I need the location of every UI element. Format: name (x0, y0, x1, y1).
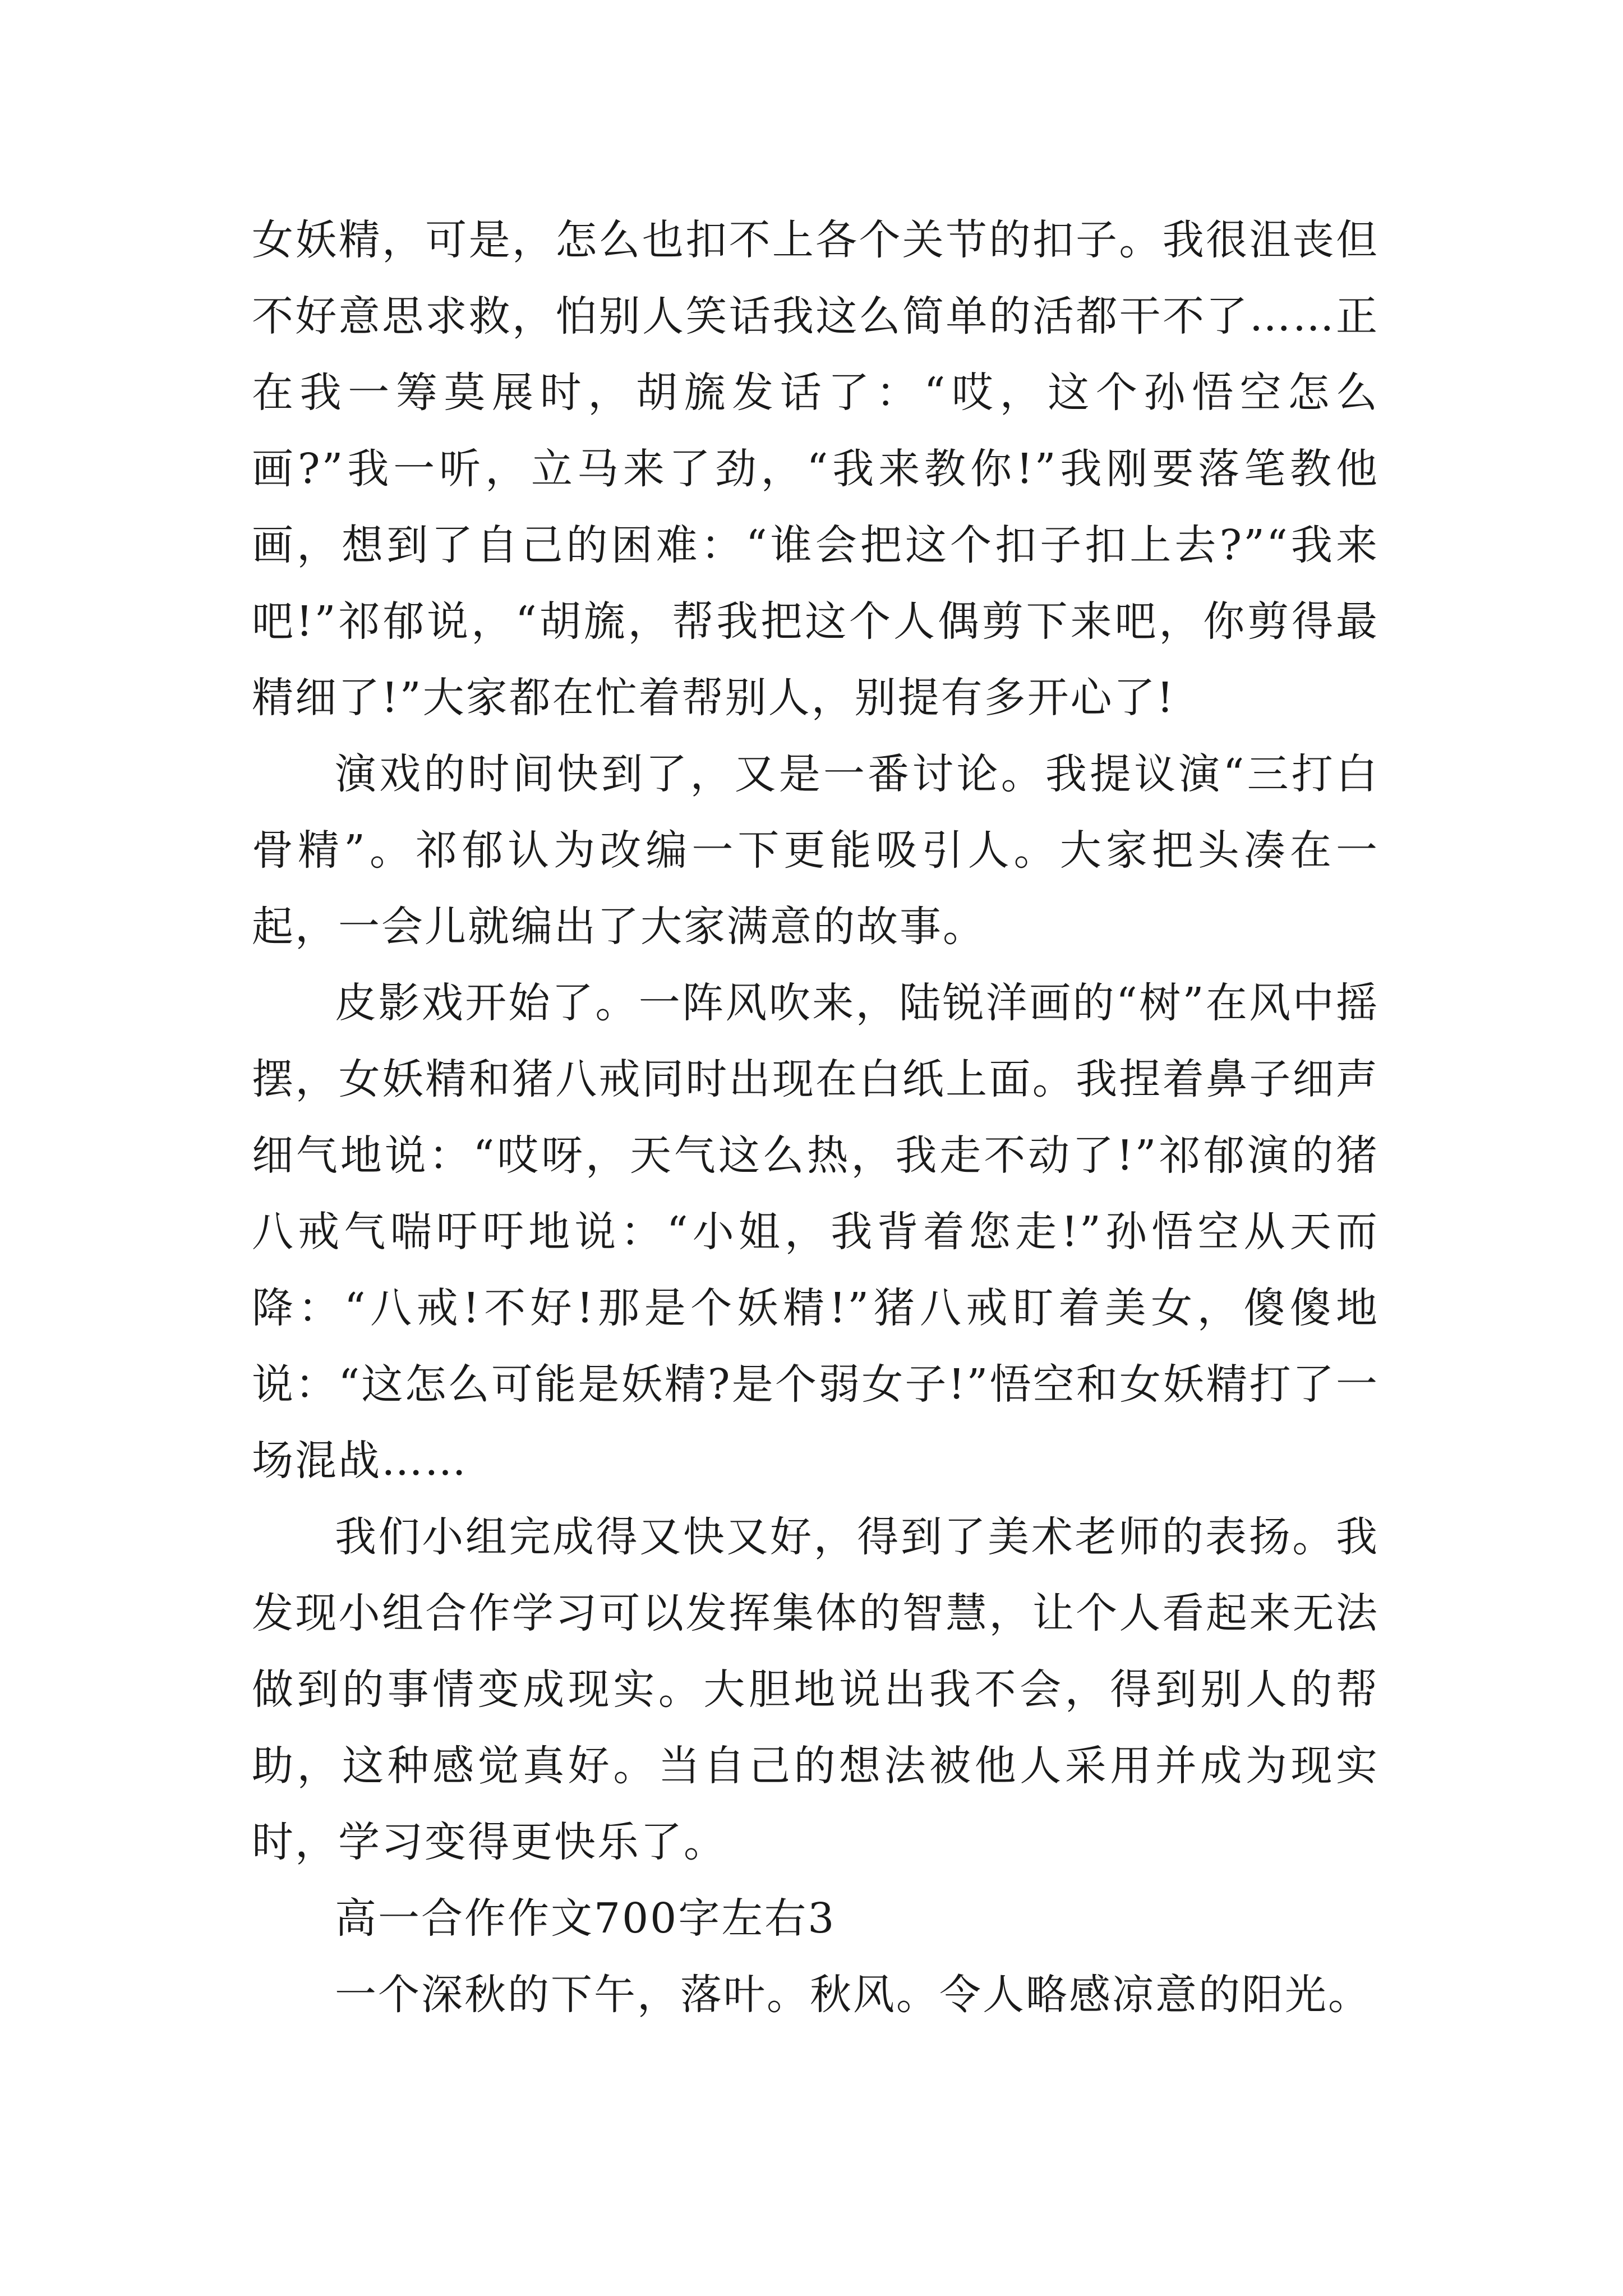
essay-heading: 高一合作作文700字左右3 (335, 1894, 836, 1943)
essay-body (252, 202, 1379, 2033)
paragraph-5: 一个深秋的下午，落叶。秋风。令人略感凉意的阳光。 (335, 1971, 1371, 2019)
paragraph-4: 我们小组完成得又快又好，得到了美术老师的表扬。我发现小组合作学习可以发挥集体的智慧，让个人看起来无法做到的事情变成现实。大胆地说出我不会，得到别人的帮助，这种感觉真好。当自己的想法被他人采用并成为现实时，学习变得更快乐了。 (252, 1513, 1379, 1866)
paragraph-2: 演戏的时间快到了，又是一番讨论。我提议演“三打白骨精”。祁郁认为改编一下更能吸引人。大家把头凑在一起，一会儿就编出了大家满意的故事。 (252, 750, 1379, 951)
paragraph-3: 皮影戏开始了。一阵风吹来，陆锐洋画的“树”在风中摇摆，女妖精和猪八戒同时出现在白纸上面。我捏着鼻子细声细气地说：“哎呀，天气这么热，我走不动了!”祁郁演的猪八戒气喘吁吁地说：“小姐，我背着您走!”孙悟空从天而降：“八戒!不好!那是个妖精!”猪八戒盯着美女，傻傻地说：“这怎么可能是妖精?是个弱女子!”悟空和女妖精打了一场混战…… (252, 979, 1379, 1485)
paragraph-1: 女妖精，可是，怎么也扣不上各个关节的扣子。我很沮丧但不好意思求救，怕别人笑话我这么简单的活都干不了……正在我一筹莫展时，胡旒发话了：“哎，这个孙悟空怎么画?”我一听，立马来了劲，“我来教你!”我刚要落笔教他画，想到了自己的困难：“谁会把这个扣子扣上去?”“我来吧!”祁郁说，“胡旒，帮我把这个人偶剪下来吧，你剪得最精细了!”大家都在忙着帮别人，别提有多开心了! (252, 216, 1379, 722)
